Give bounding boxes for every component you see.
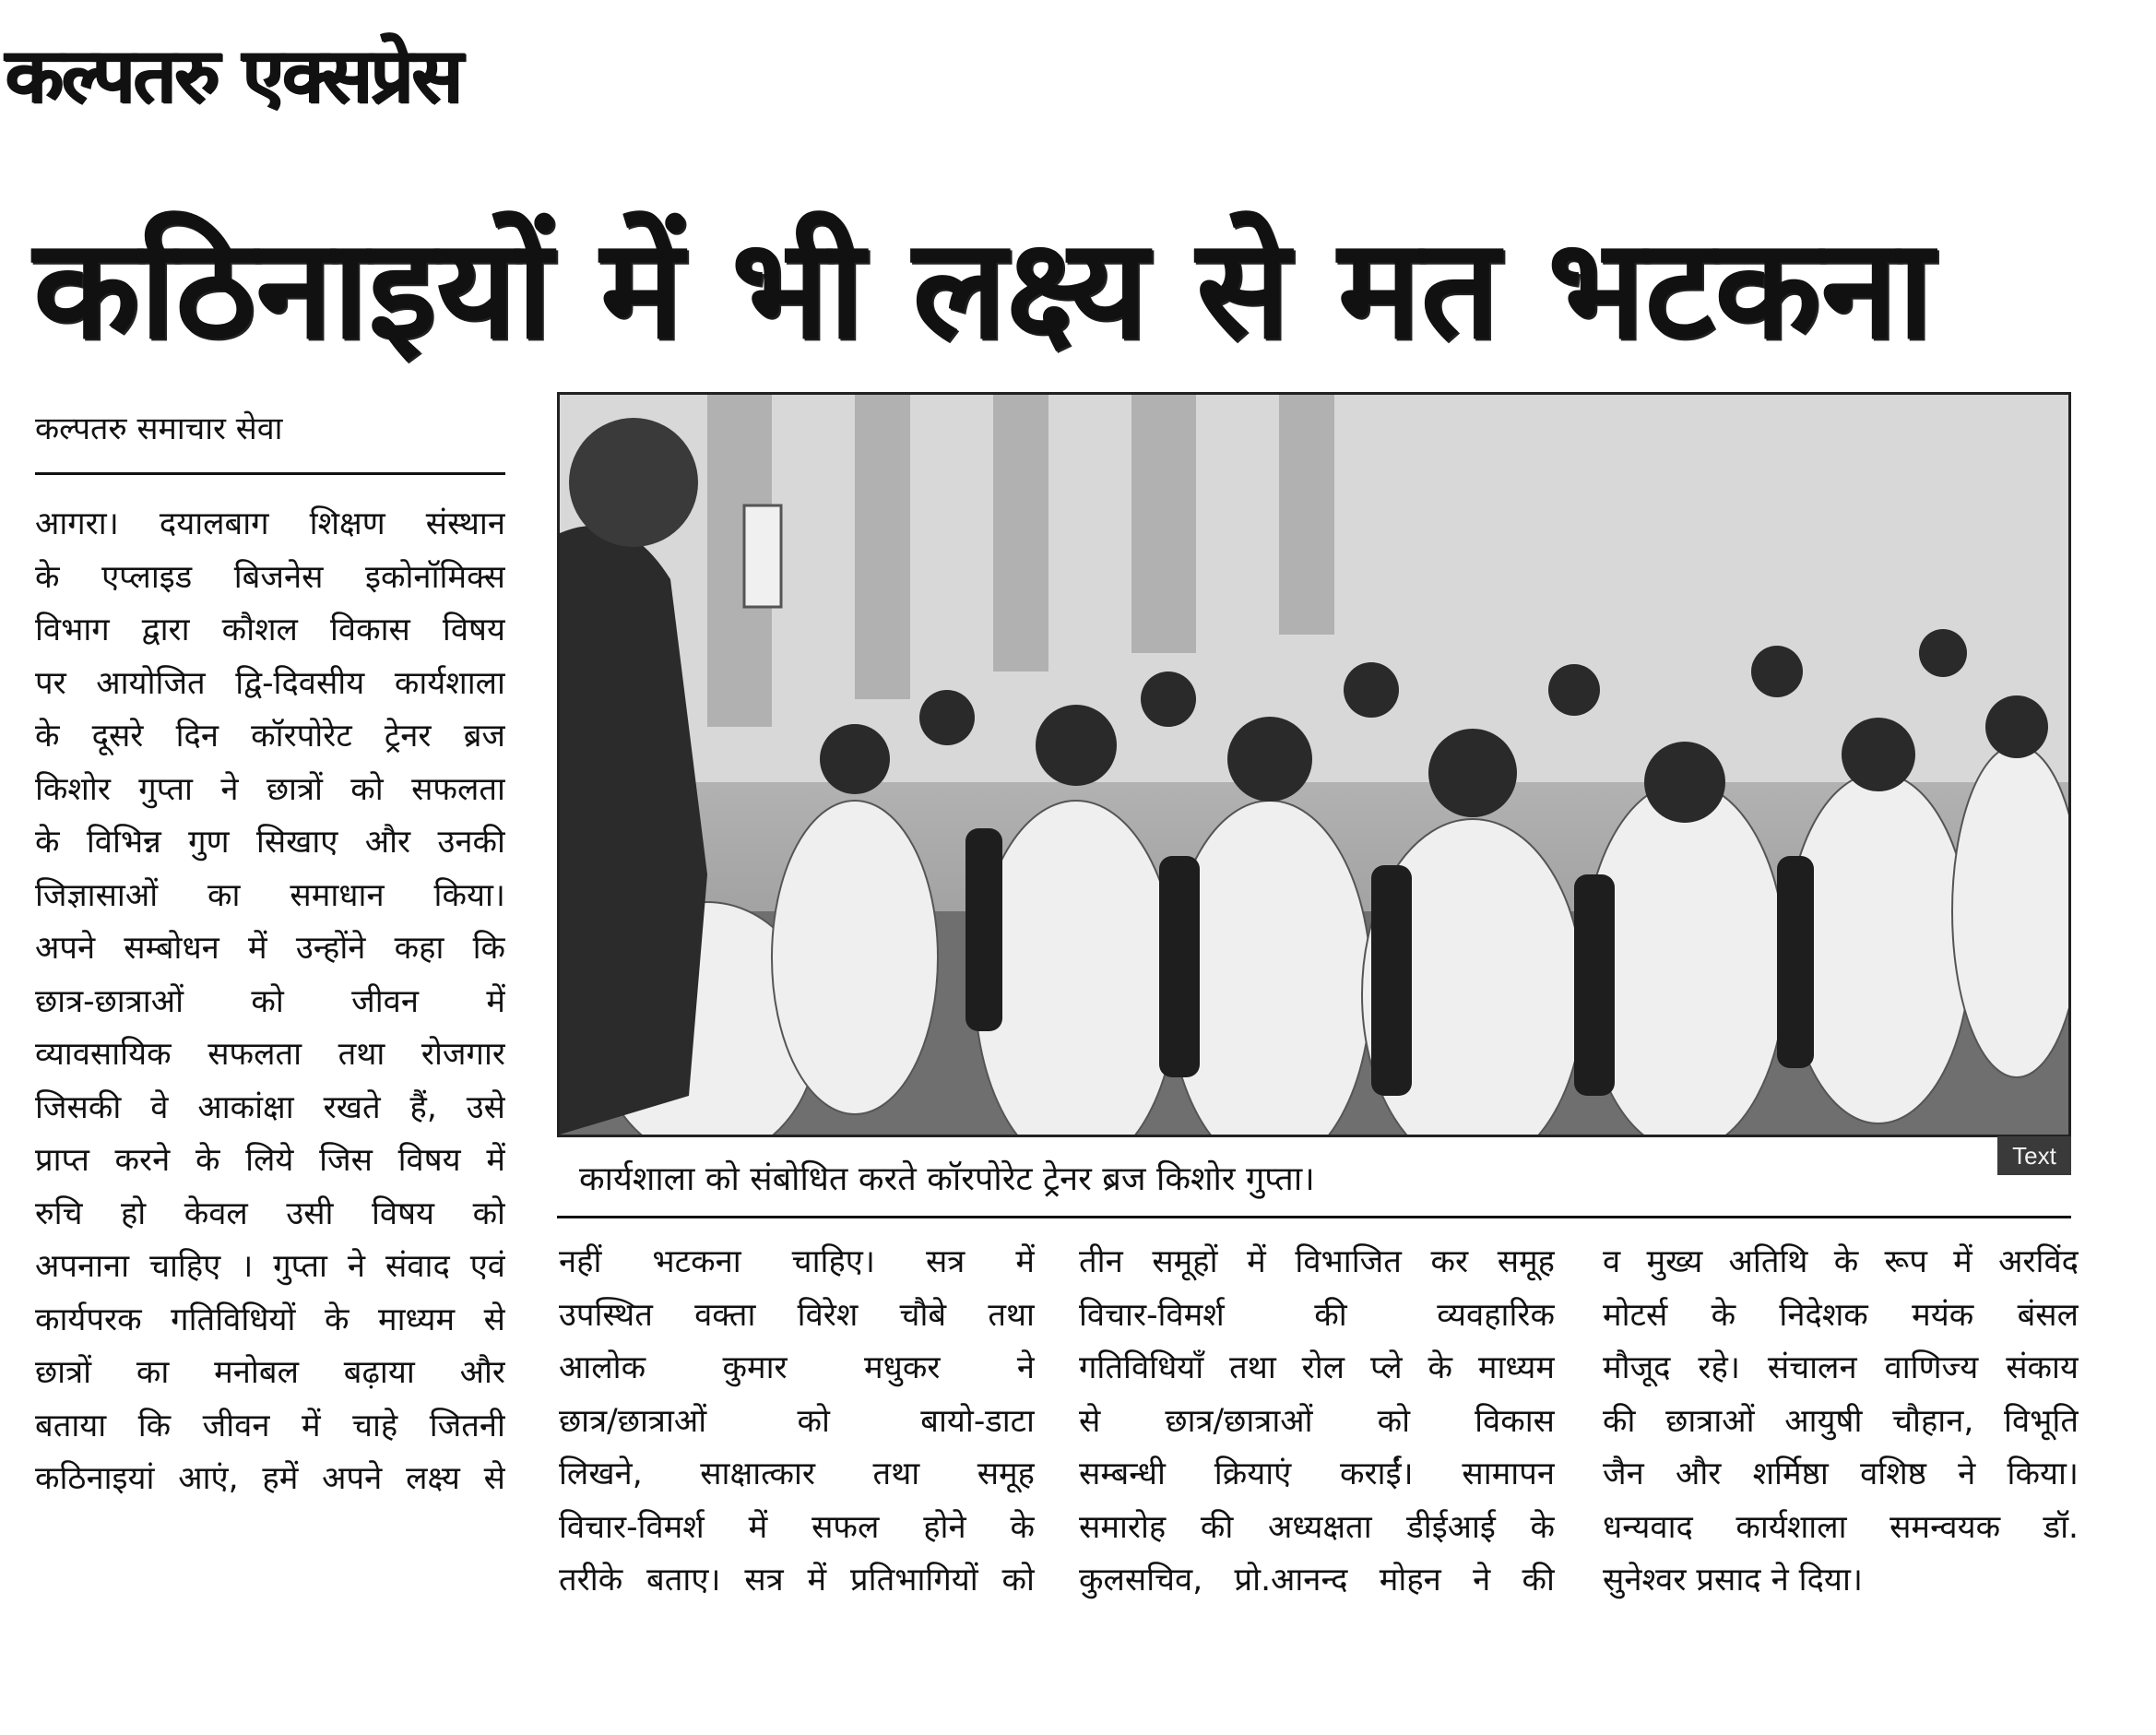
article-line: गतिविधियाँ तथा रोल प्ले के माध्यम [1079,1349,1555,1386]
byline-divider [35,472,505,475]
article-line: मोटर्स के निदेशक मयंक बंसल [1603,1296,2079,1334]
article-byline: कल्पतरु समाचार सेवा [35,410,283,447]
article-line: सम्बन्धी क्रियाएं कराईं। सामापन [1079,1456,1555,1492]
article-line: विभाग द्वारा कौशल विकास विषय [35,612,505,648]
photo-caption: कार्यशाला को संबोधित करते कॉरपोरेट ट्रेनर ब्रज किशोर गुप्ता। [579,1160,1315,1198]
article-line: नहीं भटकना चाहिए। सत्र में [559,1243,1035,1280]
article-line: कुलसचिव, प्रो.आनन्द मोहन ने की [1079,1562,1555,1598]
classroom-photo-illustration [560,395,2068,1135]
article-line: अपनाना चाहिए । गुप्ता ने संवाद एवं [35,1248,505,1285]
article-line: सुनेश्वर प्रसाद ने दिया। [1603,1562,1863,1598]
article-line: धन्यवाद कार्यशाला समन्वयक डॉ. [1603,1508,2079,1546]
article-line: बताया कि जीवन में चाहे जितनी [35,1407,505,1444]
article-headline: कठिनाइयों में भी लक्ष्य से मत भटकना [33,209,1934,370]
newspaper-masthead: कल्पतरु एक्सप्रेस [6,32,462,120]
article-line: आलोक कुमार मधुकर ने [559,1349,1035,1386]
article-column-2 [559,1236,1035,1608]
article-line: की छात्राओं आयुषी चौहान, विभूति [1603,1402,2079,1440]
article-line: कार्यपरक गतिविधियों के माध्यम से [35,1301,505,1338]
article-column-4 [1603,1236,2079,1608]
article-line: मौजूद रहे। संचालन वाणिज्य संकाय [1603,1349,2079,1386]
article-line: जिज्ञासाओं का समाधान किया। [35,876,505,914]
article-line: लिखने, साक्षात्कार तथा समूह [559,1456,1035,1492]
article-line: प्राप्त करने के लिये जिस विषय में [35,1142,505,1179]
article-line: छात्र-छात्राओं को जीवन में [35,982,505,1020]
article-line: समारोह की अध्यक्षता डीईआई के [1079,1508,1555,1546]
article-column-1 [35,498,505,1506]
article-line: जैन और शर्मिष्ठा वशिष्ठ ने किया। [1603,1456,2079,1492]
article-line: तरीके बताए। सत्र में प्रतिभागियों को [559,1562,1035,1598]
caption-divider [557,1216,2071,1218]
article-line: किशोर गुप्ता ने छात्रों को सफलता [35,770,505,808]
article-column-3 [1079,1236,1555,1608]
article-line: आगरा। दयालबाग शिक्षण संस्थान [35,505,505,542]
article-line: के दूसरे दिन कॉरपोरेट ट्रेनर ब्रज [35,718,505,755]
article-line: से छात्र/छात्राओं को विकास [1079,1402,1555,1440]
article-line: पर आयोजित द्वि-दिवसीय कार्यशाला [35,664,505,702]
photo-corner-tag: Text [1997,1136,2071,1175]
article-line: छात्रों का मनोबल बढ़ाया और [35,1354,505,1391]
article-line: के एप्लाइड बिजनेस इकोनॉमिक्स [35,558,505,596]
article-photo [557,392,2071,1137]
article-line: उपस्थित वक्ता विरेश चौबे तथा [559,1296,1035,1334]
article-line: के विभिन्न गुण सिखाए और उनकी [35,824,505,861]
article-line: रुचि हो केवल उसी विषय को [35,1194,505,1232]
article-line: व मुख्य अतिथि के रूप में अरविंद [1603,1243,2079,1280]
article-line: अपने सम्बोधन में उन्होंने कहा कि [35,930,505,967]
article-line: व्यावसायिक सफलता तथा रोजगार [35,1036,505,1073]
article-line: छात्र/छात्राओं को बायो-डाटा [559,1402,1035,1440]
article-line: जिसकी वे आकांक्षा रखते हैं, उसे [35,1088,505,1126]
article-line: विचार-विमर्श में सफल होने के [559,1508,1035,1546]
article-line: तीन समूहों में विभाजित कर समूह [1079,1243,1555,1280]
article-line: विचार-विमर्श की व्यवहारिक [1079,1296,1555,1334]
article-line: कठिनाइयां आएं, हमें अपने लक्ष्य से [35,1460,505,1497]
